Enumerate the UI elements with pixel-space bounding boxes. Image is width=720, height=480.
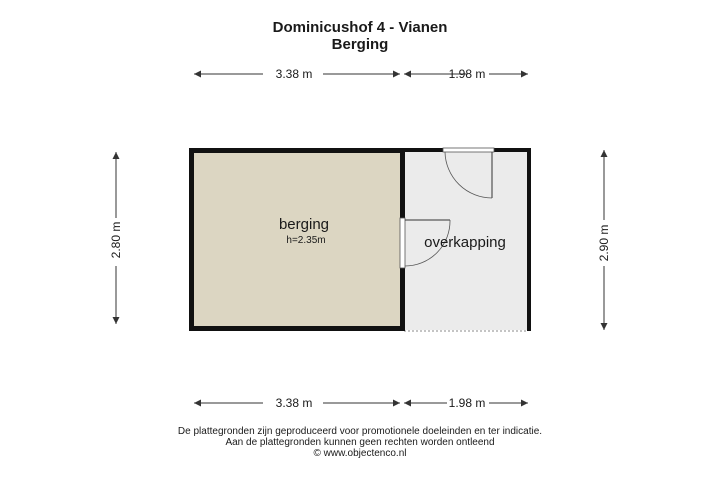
dimension-bottom-left: 3.38 m — [275, 396, 313, 410]
room-label-overkapping: overkapping — [424, 234, 506, 251]
room-label-berging: berging — [278, 216, 330, 233]
dimension-right — [597, 150, 611, 330]
disclaimer-line-2: Aan de plattegronden kunnen geen rechten worden ontleend — [225, 437, 495, 448]
dimension-left — [109, 152, 123, 324]
floor-title: Berging — [331, 36, 389, 53]
dimension-right-label: 2.90 m — [597, 224, 611, 262]
disclaimer-line-1: De plattegronden zijn geproduceerd voor promotionele doeleinden en ter indicatie. — [177, 426, 543, 437]
dimension-left-label: 2.80 m — [109, 221, 123, 259]
plan-title: Dominicushof 4 - Vianen — [272, 19, 448, 36]
dimension-top-right: 1.98 m — [448, 67, 486, 81]
dimension-top — [194, 67, 528, 81]
dimension-bottom-right: 1.98 m — [448, 396, 486, 410]
room-height-berging: h=2.35m — [286, 235, 326, 246]
dimension-top-left: 3.38 m — [275, 67, 313, 81]
dimension-bottom — [194, 396, 528, 410]
copyright-line: © www.objectenco.nl — [313, 448, 407, 459]
